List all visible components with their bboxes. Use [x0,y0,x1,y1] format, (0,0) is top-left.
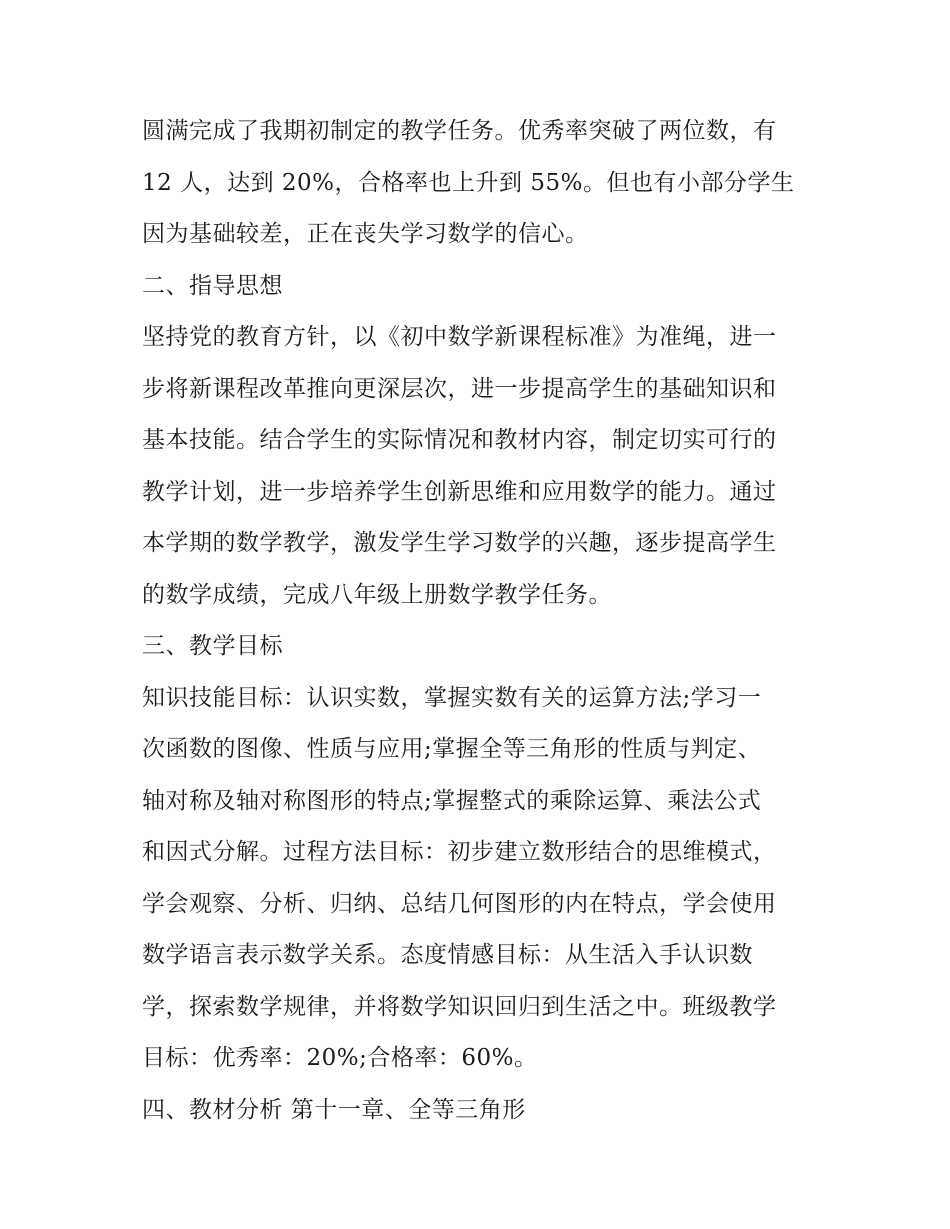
section-heading-teaching-goals: 三、教学目标 [142,633,283,659]
paragraph-line: 和因式分解。过程方法目标：初步建立数形结合的思维模式， [142,839,777,865]
paragraph-line: 学，探索数学规律，并将数学知识回归到生活之中。班级教学 [142,993,777,1020]
paragraph-line: 步将新课程改革推向更深层次，进一步提高学生的基础知识和 [142,375,777,402]
paragraph-line: 12 人，达到 20%，合格率也上升到 55%。但也有小部分学生 [142,169,795,196]
section-heading-textbook-analysis: 四、教材分析 第十一章、全等三角形 [142,1096,526,1123]
paragraph-line: 的数学成绩，完成八年级上册数学教学任务。 [142,581,612,608]
document-body [142,106,822,1136]
paragraph-line: 因为基础较差，正在丧失学习数学的信心。 [142,221,589,247]
paragraph-line: 基本技能。结合学生的实际情况和教材内容，制定切实可行的 [142,427,777,453]
paragraph-line: 圆满完成了我期初制定的教学任务。优秀率突破了两位数，有 [142,118,777,144]
paragraph-line: 教学计划，进一步培养学生创新思维和应用数学的能力。通过 [142,478,777,505]
paragraph-line: 目标：优秀率：20%;合格率：60%。 [142,1045,538,1071]
paragraph-line: 本学期的数学教学，激发学生学习数学的兴趣，逐步提高学生 [142,530,777,556]
paragraph-line: 轴对称及轴对称图形的特点;掌握整式的乘除运算、乘法公式 [142,787,762,814]
paragraph-line: 次函数的图像、性质与应用;掌握全等三角形的性质与判定、 [142,736,762,762]
paragraph-line: 数学语言表示数学关系。态度情感目标：从生活入手认识数 [142,942,753,968]
paragraph-line: 坚持党的教育方针，以《初中数学新课程标准》为准绳，进一 [142,324,777,350]
section-heading-guiding-ideology: 二、指导思想 [142,272,283,299]
paragraph-line: 知识技能目标：认识实数，掌握实数有关的运算方法;学习一 [142,684,762,711]
paragraph-line: 学会观察、分析、归纳、总结几何图形的内在特点，学会使用 [142,890,777,917]
